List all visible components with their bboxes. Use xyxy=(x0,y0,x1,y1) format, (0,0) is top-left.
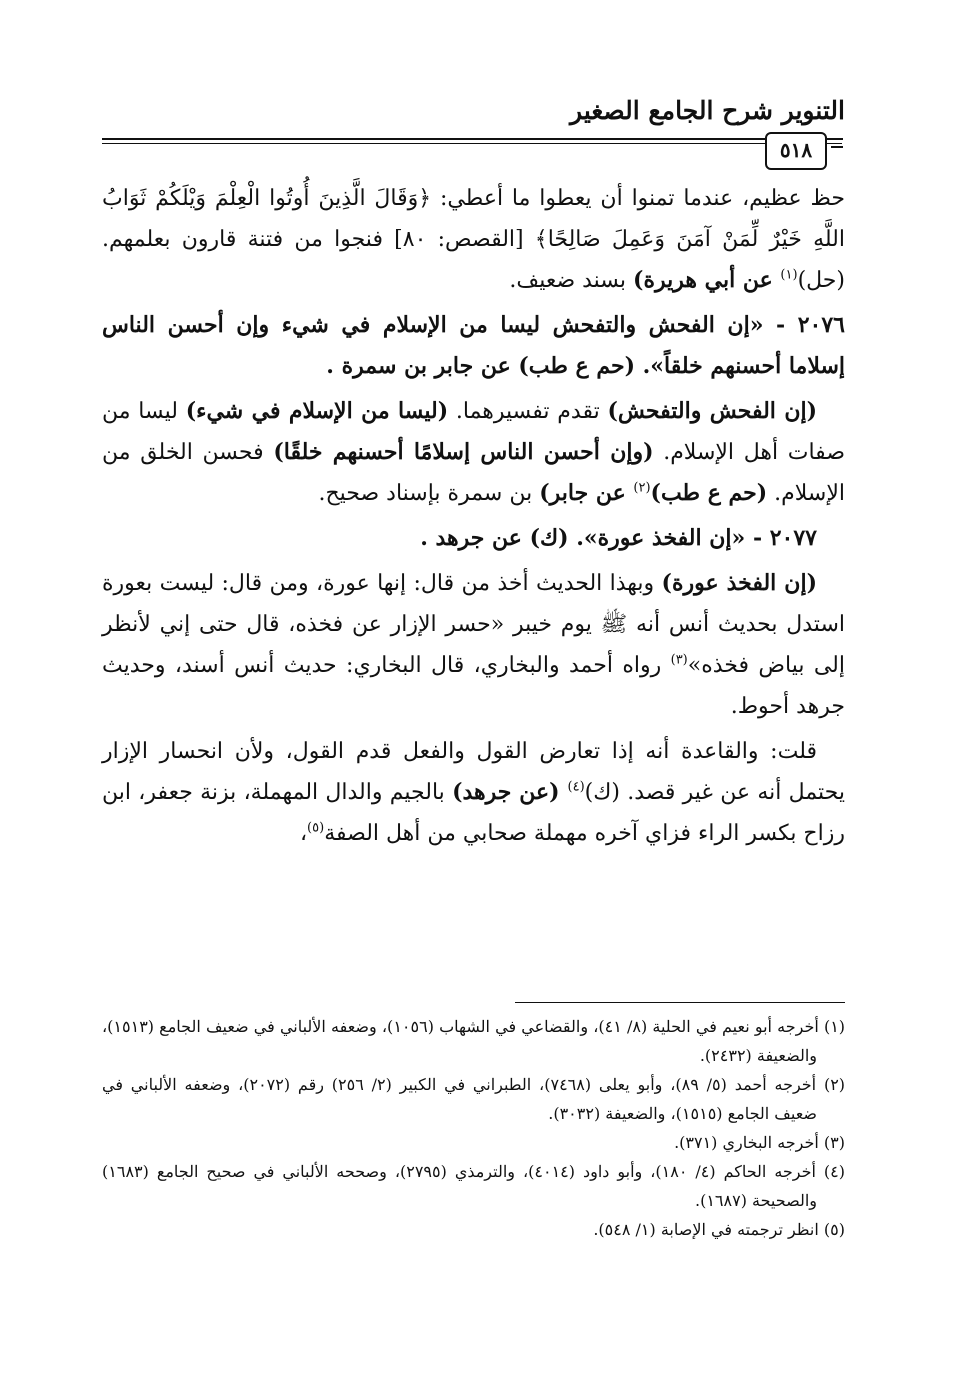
running-header-title: التنوير شرح الجامع الصغير xyxy=(570,96,845,125)
paragraph-text: فحسن الخلق من الإسلام. xyxy=(102,440,845,506)
source-narrator: عن أبي هريرة) xyxy=(633,267,781,293)
paragraph-text: رواه أحمد والبخاري، قال البخاري: حديث أنس أسند، وحديث جرهد أحوط. xyxy=(102,653,845,719)
footnote-4: (٤) أخرجه الحاكم (٤/ ١٨٠)، وأبو داود (٤٠١٤)، والترمذي (٢٧٩٥)، وصححه الألباني في صحيح الجامع (١٦٨٣) والصحيحة (١٦٨٧). xyxy=(102,1162,846,1210)
source-narrator: (عن جرهد) xyxy=(452,779,568,805)
hadith-2076: ٢٠٧٦ - «إن الفحش والتفحش ليسا من الإسلام في شيء وإن أحسن الناس إسلاما أحسنهم خلقاً». (حم ع طب) عن جابر بن سمرة . xyxy=(102,312,845,379)
paragraph-text: تقدم تفسيرهما. xyxy=(448,399,608,424)
quoted-phrase: (إن الفخذ عورة) xyxy=(661,570,817,596)
footnote-ref: (٥) xyxy=(307,820,325,836)
footnote-ref: (٣) xyxy=(670,652,688,668)
source-narrator: عن جابر) xyxy=(539,480,634,506)
paragraph-text: قلت: والقاعدة أنه إذا تعارض القول والفعل قدم القول، ولأن انحسار الإزار يحتمل أنه عن غير قصد. (ك) xyxy=(102,739,846,805)
page-number-connector xyxy=(831,138,843,148)
footnote-3: (٣) أخرجه البخاري (٣٧١). xyxy=(674,1133,845,1152)
footnote-5: (٥) انظر ترجمته في الإصابة (١/ ٥٤٨). xyxy=(593,1220,845,1239)
footnote-separator xyxy=(515,1002,845,1003)
hadith-2077: ٢٠٧٧ - «إن الفخذ عورة». (ك) عن جرهد . xyxy=(420,525,817,551)
paragraph-text: بن سمرة بإسناد صحيح. xyxy=(318,481,540,506)
commentary-rule xyxy=(102,731,845,854)
header-rule xyxy=(102,138,842,144)
commentary-2077 xyxy=(102,563,845,727)
commentary-2076 xyxy=(102,391,845,514)
footnote-2: (٢) أخرجه أحمد (٥/ ٨٩)، وأبو يعلى (٧٤٦٨)، الطبراني في الكبير (٢/ ٢٥٦) رقم (٢٠٧٢)، وضعفه الألباني في ضعيف الجامع (١٥١٥)، والضعيفة (٣٠٣٢). xyxy=(102,1075,846,1123)
footnote-ref: (١) xyxy=(780,267,798,283)
footnote-1: (١) أخرجه أبو نعيم في الحلية (٨/ ٤١)، والقضاعي في الشهاب (١٠٥٦)، وضعفه الألباني في ضعيف الجامع (١٥١٣)، والضعيفة (٢٤٣٢). xyxy=(102,1017,846,1065)
paragraph-text: ، xyxy=(299,821,308,846)
footnote-ref: (٢) xyxy=(633,480,651,496)
paragraph-qaroon xyxy=(102,178,845,301)
footnote-ref: (٤) xyxy=(567,779,585,795)
paragraph-text: بالجيم والدال المهملة، بزنة جعفر، ابن رزاح بكسر الراء فزاي آخره مهملة صحابي من أهل الصفة xyxy=(102,780,845,846)
paragraph-text: ليسا من صفات أهل الإسلام. xyxy=(102,399,845,465)
paragraph-text: حظ عظيم، عندما تمنوا أن يعطوا ما أعطي: ﴿وَقَالَ الَّذِينَ أُوتُوا الْعِلْمَ وَيْلَكُمْ ثَوَابُ اللَّهِ خَيْرٌ لِّمَنْ آمَنَ وَعَمِلَ صَالِحًا﴾ [القصص: ٨٠] فنجوا من فتنة قارون بعلمهم. (حل) xyxy=(102,186,845,293)
quoted-phrase: (ليسا من الإسلام في شيء) xyxy=(185,398,449,424)
quoted-phrase: (إن الفحش والتفحش) xyxy=(607,398,817,424)
page-number: ٥١٨ xyxy=(765,132,827,170)
main-text xyxy=(102,178,845,854)
quoted-phrase: (وإن أحسن الناس إسلامًا أحسنهم خلقًا) xyxy=(273,439,654,465)
paragraph-text: وبهذا الحديث أخذ من قال: إنها عورة، ومن قال: ليست بعورة استدل بحديث أنس أنه ﷺ يوم خيبر «حسر الإزار عن فخذه، قال حتى إني لأنظر إلى بياض فخذه» xyxy=(102,571,845,678)
footnotes xyxy=(102,1012,845,1244)
paragraph-text: بسند ضعيف. xyxy=(509,268,634,293)
source-code: (حم ع طب) xyxy=(650,480,768,506)
